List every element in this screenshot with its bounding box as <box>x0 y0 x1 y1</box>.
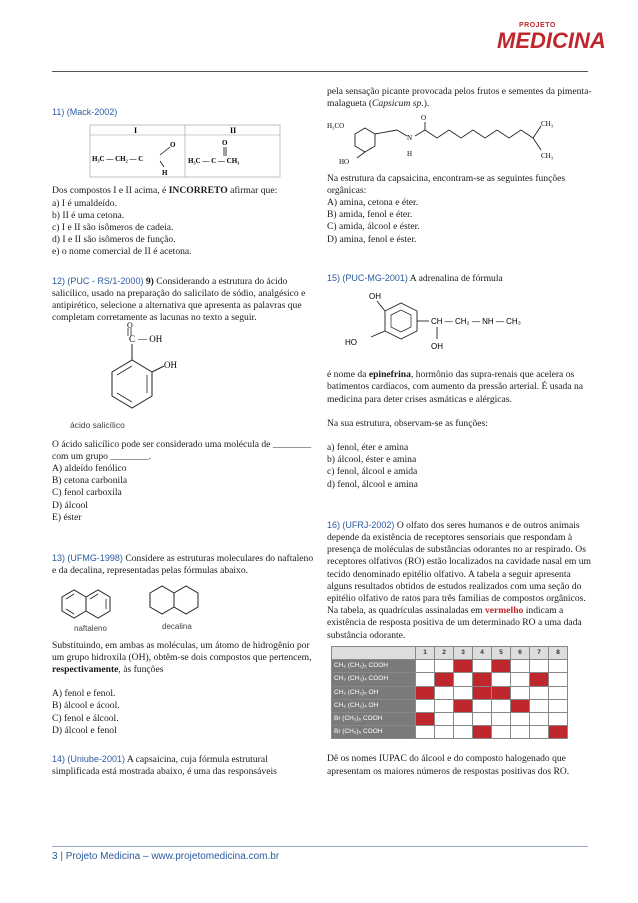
table-col-header: 6 <box>511 646 530 659</box>
table-col-header: 4 <box>473 646 492 659</box>
table-row <box>332 699 568 712</box>
table-cell <box>530 712 549 725</box>
salicylic-acid-figure <box>52 321 314 432</box>
table-cell <box>473 726 492 739</box>
svg-text:C: C <box>129 334 136 345</box>
table-cell <box>511 686 530 699</box>
table-cell <box>416 699 435 712</box>
table-cell <box>416 712 435 725</box>
table-cell <box>454 726 473 739</box>
table-row-label: CH₃ (CH₂)₄ OH <box>332 699 416 712</box>
table-cell <box>549 726 568 739</box>
q12-stem: 12) (PUC - RS/1-2000) 9) Considerando a estrutura do ácido salicílico, usado na preparação do salicilato de sódio, analgésico e antipirético, selecione a alternativa que apresenta as palavras que completam corretamente as lacunas no texto a seguir. <box>52 275 306 324</box>
label-II: II <box>230 126 237 136</box>
table-col-header: 5 <box>492 646 511 659</box>
table-cell <box>435 726 454 739</box>
table-cell <box>549 660 568 673</box>
table-cell <box>511 699 530 712</box>
svg-text:H: H <box>162 169 168 178</box>
svg-text:H: H <box>407 150 413 159</box>
svg-text:CH₃: CH₃ <box>541 120 554 129</box>
q11-structures-figure <box>52 123 314 179</box>
q13-option-a[interactable]: A) fenol e fenol. <box>52 688 116 700</box>
q12-option-d[interactable]: D) álcool <box>52 499 88 511</box>
table-cell <box>530 673 549 686</box>
q15-option-b[interactable]: b) álcool, éster e amina <box>327 454 417 466</box>
q11-stem: Dos compostos I e II acima, é INCORRETO afirmar que: <box>52 185 278 197</box>
q11-option-e[interactable]: e) o nome comercial de II é acetona. <box>52 246 192 258</box>
svg-text:CH — CH₂ — NH — CH₃: CH — CH₂ — NH — CH₃ <box>431 317 521 327</box>
table-cell <box>416 726 435 739</box>
q13-option-c[interactable]: C) fenol e álcool. <box>52 712 119 724</box>
table-cell <box>511 673 530 686</box>
svg-text:H₃C — CH₂ — C: H₃C — CH₂ — C <box>92 155 144 164</box>
table-cell <box>549 712 568 725</box>
q13-option-b[interactable]: B) álcool e ácool. <box>52 700 120 712</box>
logo-line2: MEDICINA <box>497 28 606 53</box>
table-cell <box>454 660 473 673</box>
table-col-header: 3 <box>454 646 473 659</box>
q13-option-d[interactable]: D) álcool e fenol <box>52 724 117 736</box>
q15-option-d[interactable]: d) fenol, álcool e amina <box>327 478 418 490</box>
table-row <box>332 686 568 699</box>
table-cell <box>492 673 511 686</box>
table-cell <box>492 726 511 739</box>
table-cell <box>511 660 530 673</box>
q14-option-a[interactable]: A) amina, cetona e éter. <box>327 197 419 209</box>
table-cell <box>435 660 454 673</box>
q14-text: Na estrutura da capsaicina, encontram-se as seguintes funções orgânicas: <box>327 172 566 196</box>
table-col-header: 8 <box>549 646 568 659</box>
svg-text:O: O <box>222 139 228 148</box>
table-corner-cell <box>332 646 416 659</box>
q12-option-a[interactable]: A) aldeído fenólico <box>52 463 127 475</box>
q12-option-e[interactable]: E) éster <box>52 511 82 523</box>
olfactory-receptor-table <box>331 646 568 739</box>
table-cell <box>473 673 492 686</box>
q11-option-d[interactable]: d) I e II são isômeros de função. <box>52 234 176 246</box>
q15-option-a[interactable]: a) fenol, éter e amina <box>327 442 409 454</box>
svg-text:OH: OH <box>431 342 443 352</box>
label-I: I <box>134 126 138 136</box>
table-col-header: 1 <box>416 646 435 659</box>
svg-text:HO: HO <box>339 158 350 167</box>
q12-option-c[interactable]: C) fenol carboxila <box>52 487 122 499</box>
header-rule <box>52 71 588 72</box>
q16-text: Dê os nomes IUPAC do álcool e do composto halogenado que apresentam os maiores números de respostas positivas dos RO. <box>327 753 570 777</box>
table-row-label: Br (CH₂)₅ COOH <box>332 726 416 739</box>
svg-text:O: O <box>421 114 427 123</box>
q14-option-b[interactable]: B) amida, fenol e éter. <box>327 209 413 221</box>
table-row <box>332 660 568 673</box>
table-cell <box>473 699 492 712</box>
decalin-caption: decalina <box>162 622 192 632</box>
table-cell <box>416 673 435 686</box>
right-column <box>327 86 592 778</box>
table-cell <box>473 660 492 673</box>
svg-text:OH: OH <box>369 292 381 302</box>
q11-option-b[interactable]: b) II é uma cetona. <box>52 209 125 221</box>
table-cell <box>435 712 454 725</box>
table-row-label: Br (CH₂)₆ COOH <box>332 712 416 725</box>
naphthalene-decalin-figure <box>52 579 314 633</box>
table-row <box>332 712 568 725</box>
svg-text:N: N <box>407 134 413 143</box>
q11-heading: 11) (Mack-2002) <box>52 107 118 117</box>
table-cell <box>435 686 454 699</box>
q15-option-c[interactable]: c) fenol, álcool e amida <box>327 466 418 478</box>
q13-text: Substituindo, em ambas as moléculas, um átomo de hidrogênio por um grupo hidroxila (OH), obtêm-se dois compostos que pertencem, respectivamente, às funções <box>52 639 312 676</box>
svg-text:OH: OH <box>164 360 177 371</box>
table-row <box>332 726 568 739</box>
q13-stem: 13) (UFMG-1998) Considere as estruturas moleculares do naftaleno e da decalina, representadas pelas fórmulas abaixo. <box>52 553 314 577</box>
table-header-row <box>332 646 568 659</box>
table-cell <box>549 686 568 699</box>
table-row-label: CH₃ (CH₂)₅ COOH <box>332 660 416 673</box>
table-cell <box>435 699 454 712</box>
left-column <box>52 86 314 779</box>
table-cell <box>492 712 511 725</box>
salicylic-caption: ácido salicílico <box>70 420 125 431</box>
svg-text:H₃C — C — CH₃: H₃C — C — CH₃ <box>188 157 240 166</box>
table-cell <box>454 712 473 725</box>
table-cell <box>549 673 568 686</box>
table-cell <box>435 673 454 686</box>
svg-text:CH₃: CH₃ <box>541 152 554 161</box>
table-row <box>332 673 568 686</box>
table-cell <box>492 660 511 673</box>
table-cell <box>530 726 549 739</box>
adrenaline-figure <box>327 287 592 361</box>
table-row-label: CH₃ (CH₂)₅ OH <box>332 686 416 699</box>
table-cell <box>454 699 473 712</box>
q15-text2: Na sua estrutura, observam-se as funções: <box>327 417 488 429</box>
table-cell <box>416 660 435 673</box>
page-footer: 3 | Projeto Medicina – www.projetomedicina.com.br <box>52 851 280 862</box>
projeto-medicina-logo <box>487 22 606 66</box>
q14-continuation: pela sensação picante provocada pelos frutos e sementes da pimenta-malagueta (Capsicum sp.). <box>327 86 592 110</box>
svg-text:O: O <box>170 141 176 150</box>
svg-text:HO: HO <box>345 338 357 348</box>
svg-text:H₃CO: H₃CO <box>327 122 345 131</box>
table-col-header: 7 <box>530 646 549 659</box>
table-cell <box>511 726 530 739</box>
q14-option-d[interactable]: D) amina, fenol e éster. <box>327 233 417 245</box>
footer-rule <box>52 846 588 847</box>
logo-line1: PROJETO <box>519 22 556 29</box>
q14-stem: 14) (Uniube-2001) A capsaicina, cuja fórmula estrutural simplificada está mostrada abaixo, é uma das responsáveis <box>52 754 277 778</box>
table-cell <box>454 686 473 699</box>
q14-option-c[interactable]: C) amida, álcool e éster. <box>327 221 420 233</box>
q12-option-b[interactable]: B) cetona carbonila <box>52 475 128 487</box>
table-cell <box>530 660 549 673</box>
table-cell <box>492 686 511 699</box>
q16-stem: 16) (UFRJ-2002) O olfato dos seres humanos e de outros animais depende da existência de receptores sensoriais que respondam à presença de moléculas de substâncias odorantes no ar respirado. Os receptores olfativos (RO) estão localizados na cavidade nasal em um tecido denominado epitélio olfativo. A tabela a seguir apresenta alguns resultados obtidos de estudos realizados com uma seção do epitélio olfativo de ratos para três famílias de compostos orgânicos. Na tabela, as quadrículas assinaladas em vermelho indicam a existência de resposta positiva de um determinado RO a uma dada substância odorante. <box>327 519 591 641</box>
table-cell <box>473 712 492 725</box>
table-cell <box>530 686 549 699</box>
table-row-label: CH₃ (CH₂)₄ COOH <box>332 673 416 686</box>
svg-text:— OH: — OH <box>138 334 163 345</box>
q15-text1: é nome da epinefrina, hormônio das supra-renais que acelera os batimentos cardíacos, com aumento da pressão arterial. É usada na medicina para deter crises asmáticas e alérgicas. <box>327 369 584 405</box>
table-cell <box>454 673 473 686</box>
q11-option-c[interactable]: c) I e II são isômeros de cadeia. <box>52 222 174 234</box>
q11-option-a[interactable]: a) I é umaldeído. <box>52 197 117 209</box>
table-cell <box>473 686 492 699</box>
table-cell <box>549 699 568 712</box>
table-cell <box>416 686 435 699</box>
svg-text:O: O <box>127 321 133 331</box>
table-cell <box>511 712 530 725</box>
table-cell <box>492 699 511 712</box>
q15-stem: 15) (PUC-MG-2001) A adrenalina de fórmula <box>327 272 503 284</box>
q12-text: O ácido salicílico pode ser considerado uma molécula de ________ com um grupo ________. <box>52 438 312 462</box>
table-col-header: 2 <box>435 646 454 659</box>
table-cell <box>530 699 549 712</box>
capsaicin-figure <box>327 112 592 166</box>
naphthalene-caption: naftaleno <box>74 624 107 634</box>
